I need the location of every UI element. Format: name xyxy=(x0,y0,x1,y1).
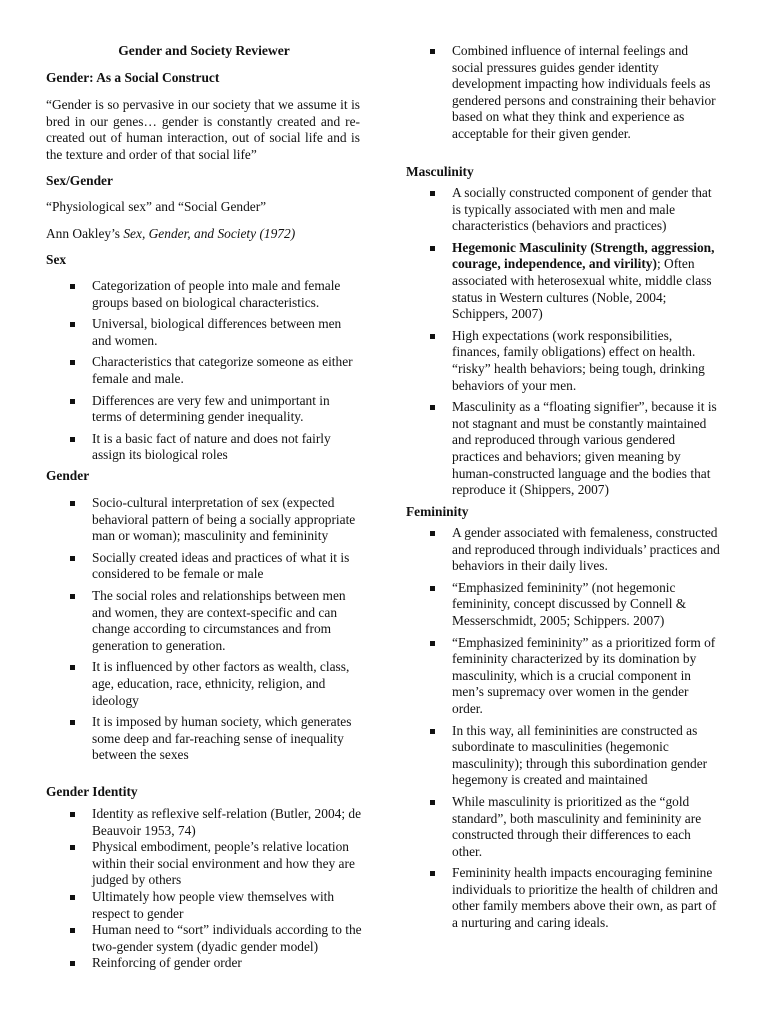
gender-identity-list-continued xyxy=(406,43,722,143)
femininity-list xyxy=(406,525,722,932)
heading-masculinity: Masculinity xyxy=(406,164,474,179)
list-item: Masculinity as a “floating signifier”, because it is not stagnant and must be constantly maintained and reproduced through various gendered practices and behaviors; given meaning by human-constructed language and the bodies that reproduce it (Shippers, 2007) xyxy=(406,399,722,499)
list-item: Combined influence of internal feelings and social pressures guides gender identity development impacting how individuals feels as gendered persons and constraining their behavior based on what they think and experience as acceptable for their given gender. xyxy=(406,43,722,143)
list-item: The social roles and relationships between men and women, they are context-specific and can change according to circumstances and from generation to generation. xyxy=(46,588,362,654)
list-item xyxy=(406,240,722,323)
sex-list xyxy=(46,278,362,464)
list-item: Physical embodiment, people’s relative location within their social environment and how they are judged by others xyxy=(46,839,362,889)
heading-social-construct: Gender: As a Social Construct xyxy=(46,70,220,85)
gender-identity-list xyxy=(46,806,362,972)
list-item: It is imposed by human society, which generates some deep and far-reaching sense of inequality between the sexes xyxy=(46,714,362,764)
heading-femininity: Femininity xyxy=(406,504,469,519)
quote-paragraph: “Gender is so pervasive in our society that we assume it is bred in our genes… gender is constantly created and re-created out of human interaction, out of social life and is the texture and order of that social life” xyxy=(46,97,360,162)
list-item: Ultimately how people view themselves with respect to gender xyxy=(46,889,362,922)
sex-gender-line: “Physiological sex” and “Social Gender” xyxy=(46,199,267,214)
heading-gender: Gender xyxy=(46,468,90,483)
list-item: High expectations (work responsibilities, finances, family obligations) effect on health. “risky” health behaviors; being tough, drinking behaviors of your men. xyxy=(406,328,722,394)
list-item: “Emphasized femininity” (not hegemonic femininity, concept discussed by Connell & Messerschmidt, 2005; Schippers. 2007) xyxy=(406,580,722,630)
heading-sex: Sex xyxy=(46,252,67,267)
list-item: Human need to “sort” individuals according to the two-gender system (dyadic gender model) xyxy=(46,922,362,955)
gender-list xyxy=(46,495,362,764)
list-item: Differences are very few and unimportant in terms of determining gender inequality. xyxy=(46,393,362,426)
list-item: Categorization of people into male and female groups based on biological characteristics. xyxy=(46,278,362,311)
list-item: Socio-cultural interpretation of sex (expected behavioral pattern of being a socially appropriate man or woman); masculinity and femininity xyxy=(46,495,362,545)
masculinity-list xyxy=(406,185,722,499)
list-item: “Emphasized femininity” as a prioritized form of femininity characterized by its domination by masculinity, which is a crucial component in men’s supremacy over women in the gender order. xyxy=(406,635,722,718)
list-item: Identity as reflexive self-relation (Butler, 2004; de Beauvoir 1953, 74) xyxy=(46,806,362,839)
list-item: Universal, biological differences between men and women. xyxy=(46,316,362,349)
oakley-book-title: Sex, Gender, and Society (1972) xyxy=(123,226,296,241)
oakley-prefix: Ann Oakley’s xyxy=(46,226,124,241)
list-item: A socially constructed component of gender that is typically associated with men and male characteristics (behaviors and practices) xyxy=(406,185,722,235)
list-item: Reinforcing of gender order xyxy=(46,955,362,972)
oakley-reference xyxy=(46,226,362,243)
list-item: While masculinity is prioritized as the “gold standard”, both masculinity and femininity are constructed through their differences to each other. xyxy=(406,794,722,860)
list-item: It is influenced by other factors as wealth, class, age, education, race, ethnicity, religion, and ideology xyxy=(46,659,362,709)
list-item: In this way, all femininities are constructed as subordinate to masculinities (hegemonic masculinity); through this subordination gender hegemony is created and maintained xyxy=(406,723,722,789)
list-item: Femininity health impacts encouraging feminine individuals to prioritize the health of children and other family members above their own, as part of a nurturing and caring ideals. xyxy=(406,865,722,931)
document-title: Gender and Society Reviewer xyxy=(118,43,290,58)
list-item: Socially created ideas and practices of what it is considered to be female or male xyxy=(46,550,362,583)
heading-gender-identity: Gender Identity xyxy=(46,784,138,799)
list-item: A gender associated with femaleness, constructed and reproduced through individuals’ practices and behaviors in their daily lives. xyxy=(406,525,722,575)
heading-sex-gender: Sex/Gender xyxy=(46,173,113,188)
list-item: Characteristics that categorize someone as either female and male. xyxy=(46,354,362,387)
hegemonic-masculinity-description: ; Often associated with heterosexual white, middle class status in Western cultures (Noble, 2004; Schippers, 2007) xyxy=(452,256,712,322)
list-item: It is a basic fact of nature and does not fairly assign its biological roles xyxy=(46,431,362,464)
hegemonic-masculinity-term: Hegemonic Masculinity (Strength, aggression, courage, independence, and virility) xyxy=(452,239,715,272)
